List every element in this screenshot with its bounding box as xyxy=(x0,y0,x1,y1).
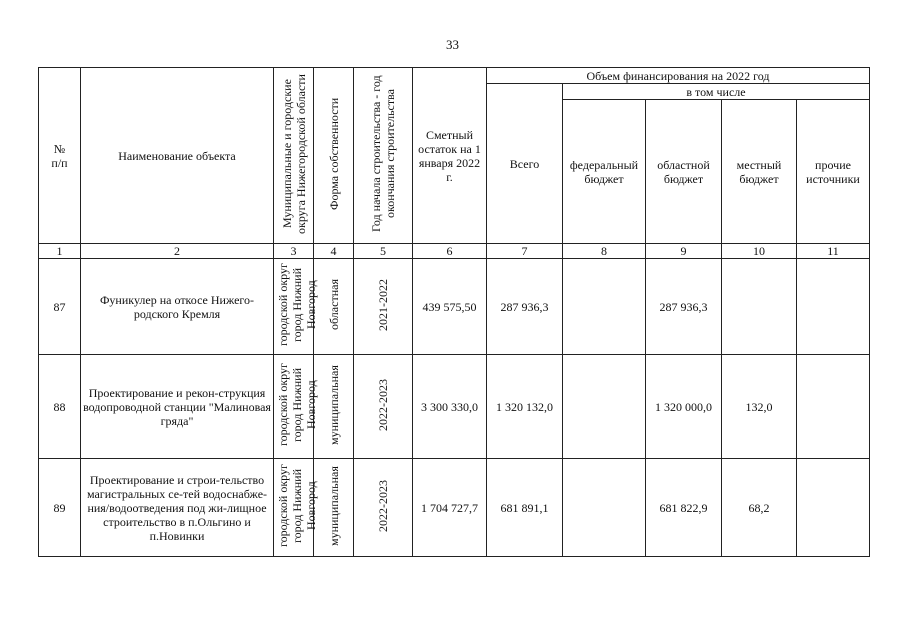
row-municipality-label: городской округ город Нижний Новгород xyxy=(276,363,318,447)
page-number: 33 xyxy=(446,37,459,52)
row-estimate: 3 300 330,0 xyxy=(413,355,487,459)
row-years xyxy=(354,459,413,557)
column-number: 7 xyxy=(487,244,563,259)
header-municipality-label: Муниципальные и городские округа Нижегородской области xyxy=(279,74,308,234)
header-regional-label: областной бюджет xyxy=(657,157,710,186)
column-number: 11 xyxy=(797,244,870,259)
row-regional: 1 320 000,0 xyxy=(646,355,722,459)
header-ownership-label: Форма собственности xyxy=(326,97,341,211)
row-years xyxy=(354,355,413,459)
header-num xyxy=(39,68,81,244)
row-total: 681 891,1 xyxy=(487,459,563,557)
row-ownership-label: муниципальная xyxy=(326,365,341,445)
header-including-label: в том числе xyxy=(686,84,746,99)
column-number: 8 xyxy=(563,244,646,259)
row-municipality-label: городской округ город Нижний Новгород xyxy=(276,464,318,548)
row-other xyxy=(797,459,870,557)
row-regional: 287 936,3 xyxy=(646,259,722,355)
row-estimate: 439 575,50 xyxy=(413,259,487,355)
row-municipality xyxy=(274,355,318,459)
header-including xyxy=(563,84,870,100)
column-number-row xyxy=(39,244,870,259)
row-federal xyxy=(563,459,646,557)
header-years xyxy=(354,68,413,244)
header-total xyxy=(487,84,563,244)
row-years-label: 2021-2022 xyxy=(376,279,390,331)
column-number: 9 xyxy=(646,244,722,259)
row-local: 68,2 xyxy=(722,459,797,557)
row-regional: 681 822,9 xyxy=(646,459,722,557)
header-ownership xyxy=(314,68,354,244)
financing-table xyxy=(38,67,870,557)
header-municipality xyxy=(274,68,314,244)
row-federal xyxy=(563,259,646,355)
header-local-label: местный бюджет xyxy=(736,157,782,186)
row-years xyxy=(354,259,413,355)
row-ownership xyxy=(314,355,354,459)
row-municipality xyxy=(274,259,318,355)
row-years-label: 2022-2023 xyxy=(376,379,390,431)
row-ownership-label: муниципальная xyxy=(326,466,341,546)
row-num: 89 xyxy=(39,459,81,557)
row-total: 287 936,3 xyxy=(487,259,563,355)
header-financing-title-label: Объем финансирования на 2022 год xyxy=(586,68,770,83)
table-row xyxy=(39,355,870,459)
header-row-1 xyxy=(39,68,870,84)
header-total-label: Всего xyxy=(509,156,540,171)
header-financing-title xyxy=(487,68,870,84)
header-other-label: прочие источники xyxy=(806,157,860,186)
row-ownership-label: областная xyxy=(326,279,341,331)
row-municipality xyxy=(274,459,318,557)
header-num-label: № п/п xyxy=(51,141,68,170)
row-other xyxy=(797,355,870,459)
row-name: Фуникулер на откосе Нижего-родского Кремля xyxy=(81,259,274,355)
header-estimate xyxy=(413,68,487,244)
row-local xyxy=(722,259,797,355)
header-other xyxy=(797,100,870,244)
header-estimate-label: Сметный остаток на 1 января 2022 г. xyxy=(418,127,481,184)
header-regional xyxy=(646,100,722,244)
column-number: 3 xyxy=(274,244,314,259)
header-federal xyxy=(563,100,646,244)
header-name xyxy=(81,68,274,244)
column-number: 10 xyxy=(722,244,797,259)
row-local: 132,0 xyxy=(722,355,797,459)
column-number: 1 xyxy=(39,244,81,259)
table-row xyxy=(39,459,870,557)
column-number: 5 xyxy=(354,244,413,259)
row-other xyxy=(797,259,870,355)
header-name-label: Наименование объекта xyxy=(118,148,236,163)
header-local xyxy=(722,100,797,244)
header-years-label: Год начала строительства - год окончания строительства xyxy=(369,75,397,233)
column-number: 6 xyxy=(413,244,487,259)
row-years-label: 2022-2023 xyxy=(376,480,390,532)
row-ownership xyxy=(314,459,354,557)
row-federal xyxy=(563,355,646,459)
row-name: Проектирование и строи-тельство магистральных се-тей водоснабже-ния/водоотведения под жи-лищное строительство в п.Ольгино и п.Новинки xyxy=(81,459,274,557)
row-num: 87 xyxy=(39,259,81,355)
row-municipality-label: городской округ город Нижний Новгород xyxy=(276,263,318,347)
row-total: 1 320 132,0 xyxy=(487,355,563,459)
column-number: 2 xyxy=(81,244,274,259)
column-number: 4 xyxy=(314,244,354,259)
table-row xyxy=(39,259,870,355)
row-num: 88 xyxy=(39,355,81,459)
row-name: Проектирование и рекон-струкция водопроводной станции "Малиновая гряда" xyxy=(81,355,274,459)
header-federal-label: федеральный бюджет xyxy=(569,157,639,186)
row-estimate: 1 704 727,7 xyxy=(413,459,487,557)
row-ownership xyxy=(314,259,354,355)
